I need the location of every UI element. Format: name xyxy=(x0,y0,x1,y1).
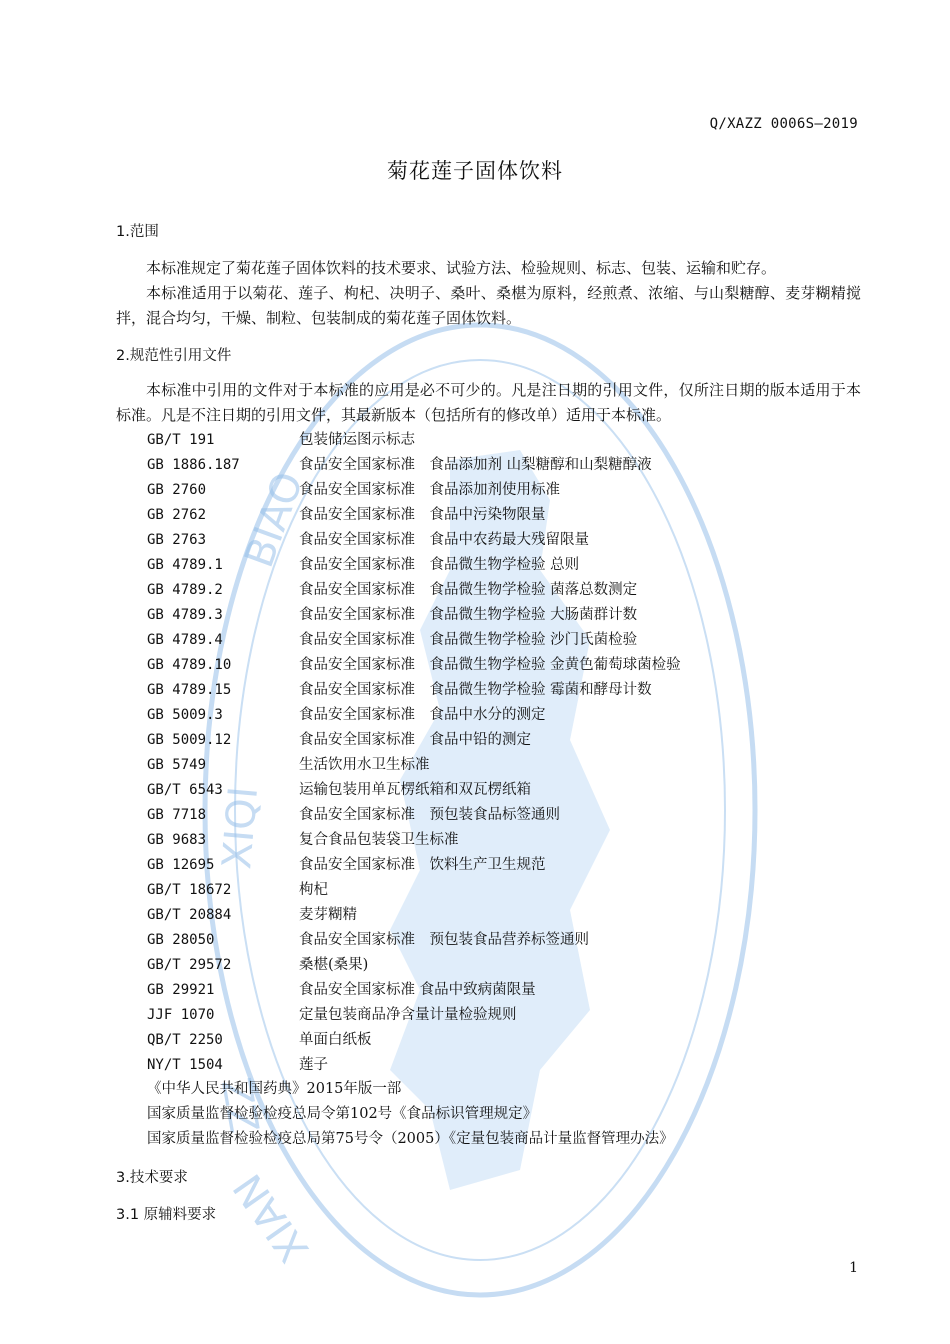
reference-title: 食品安全国家标准 预包装食品标签通则 xyxy=(299,807,560,823)
reference-title: 食品安全国家标准 食品中农药最大残留限量 xyxy=(299,532,589,548)
reference-title: 包装储运图示标志 xyxy=(299,432,415,448)
reference-code: GB 12695 xyxy=(147,857,215,873)
svg-text:BIAO: BIAO xyxy=(236,466,313,574)
reference-title: 食品安全国家标准 食品添加剂 山梨糖醇和山梨糖醇液 xyxy=(299,457,652,473)
reference-row xyxy=(147,628,847,653)
reference-code: GB 5009.3 xyxy=(147,707,223,723)
reference-title: 食品安全国家标准 食品微生物学检验 沙门氏菌检验 xyxy=(299,632,638,648)
section-heading-references: 2.规范性引用文件 xyxy=(116,348,232,364)
reference-code: GB 7718 xyxy=(147,807,207,823)
reference-code: GB 2762 xyxy=(147,507,207,523)
reference-code: GB/T 6543 xyxy=(147,782,223,798)
extra-reference-list xyxy=(147,1077,674,1152)
reference-code: GB 1886.187 xyxy=(147,457,240,473)
reference-row xyxy=(147,953,847,978)
section-heading-technical-requirements: 3.技术要求 xyxy=(116,1170,188,1186)
reference-title: 运输包装用单瓦楞纸箱和双瓦楞纸箱 xyxy=(299,782,531,798)
reference-title: 单面白纸板 xyxy=(299,1032,372,1048)
reference-code: GB 5009.12 xyxy=(147,732,232,748)
section-heading-scope: 1.范围 xyxy=(116,224,159,240)
reference-title: 食品安全国家标准 食品微生物学检验 菌落总数测定 xyxy=(299,582,638,598)
reference-code: GB/T 29572 xyxy=(147,957,232,973)
reference-title: 麦芽糊精 xyxy=(299,907,357,923)
reference-code: GB 4789.10 xyxy=(147,657,232,673)
reference-row xyxy=(147,853,847,878)
reference-title: 食品安全国家标准 食品微生物学检验 霉菌和酵母计数 xyxy=(299,682,652,698)
svg-text:XIQI: XIQI xyxy=(214,784,268,871)
reference-row xyxy=(147,1003,847,1028)
section-heading-raw-materials: 3.1 原辅料要求 xyxy=(116,1207,217,1223)
reference-code: GB 9683 xyxy=(147,832,207,848)
reference-row xyxy=(147,1053,847,1078)
reference-code: GB 4789.3 xyxy=(147,607,223,623)
reference-title: 食品安全国家标准 饮料生产卫生规范 xyxy=(299,857,546,873)
reference-title: 定量包装商品净含量计量检验规则 xyxy=(299,1007,517,1023)
reference-row xyxy=(147,453,847,478)
reference-code: GB 4789.1 xyxy=(147,557,223,573)
reference-row xyxy=(147,828,847,853)
reference-row xyxy=(147,778,847,803)
reference-row xyxy=(147,878,847,903)
reference-title: 食品安全国家标准 食品中水分的测定 xyxy=(299,707,546,723)
page-number: 1 xyxy=(849,1260,858,1276)
reference-code: GB 2760 xyxy=(147,482,207,498)
svg-text:XIAN: XIAN xyxy=(225,1165,319,1271)
reference-code: GB 4789.2 xyxy=(147,582,223,598)
reference-row xyxy=(147,553,847,578)
reference-code: QB/T 2250 xyxy=(147,1032,223,1048)
reference-row xyxy=(147,503,847,528)
reference-code: GB/T 18672 xyxy=(147,882,232,898)
reference-title: 食品安全国家标准 食品中污染物限量 xyxy=(299,507,546,523)
reference-row xyxy=(147,928,847,953)
reference-row xyxy=(147,728,847,753)
reference-row xyxy=(147,1028,847,1053)
extra-reference-row: 《中华人民共和国药典》2015年版一部 xyxy=(147,1081,402,1097)
reference-code: GB 5749 xyxy=(147,757,207,773)
reference-title: 莲子 xyxy=(299,1057,328,1073)
document-code: Q/XAZZ 0006S—2019 xyxy=(709,116,858,132)
reference-row xyxy=(147,978,847,1003)
reference-row xyxy=(147,428,847,453)
references-paragraph: 本标准中引用的文件对于本标准的应用是必不可少的。凡是注日期的引用文件，仅所注日期的版本适用于本标准。凡是不注日期的引用文件，其最新版本（包括所有的修改单）适用于本标准。 xyxy=(116,381,861,424)
reference-code: GB 2763 xyxy=(147,532,207,548)
document-title: 菊花莲子固体饮料 xyxy=(387,159,563,183)
reference-title: 食品安全国家标准 食品微生物学检验 总则 xyxy=(299,557,580,573)
reference-row xyxy=(147,603,847,628)
reference-code: GB 4789.4 xyxy=(147,632,223,648)
extra-reference-row: 国家质量监督检验检疫总局第75号令（2005）《定量包装商品计量监督管理办法》 xyxy=(147,1131,674,1147)
reference-code: GB 29921 xyxy=(147,982,215,998)
svg-text:ZZ: ZZ xyxy=(215,1074,270,1137)
reference-title: 食品安全国家标准 食品中致病菌限量 xyxy=(299,982,536,998)
reference-row xyxy=(147,753,847,778)
reference-row xyxy=(147,578,847,603)
reference-code: JJF 1070 xyxy=(147,1007,215,1023)
reference-title: 食品安全国家标准 食品添加剂使用标准 xyxy=(299,482,560,498)
reference-code: NY/T 1504 xyxy=(147,1057,223,1073)
extra-reference-row: 国家质量监督检验检疫总局令第102号《食品标识管理规定》 xyxy=(147,1106,538,1122)
reference-row xyxy=(147,678,847,703)
reference-title: 食品安全国家标准 食品微生物学检验 大肠菌群计数 xyxy=(299,607,638,623)
reference-row xyxy=(147,478,847,503)
reference-code: GB/T 191 xyxy=(147,432,215,448)
reference-row xyxy=(147,528,847,553)
reference-title: 食品安全国家标准 食品微生物学检验 金黄色葡萄球菌检验 xyxy=(299,657,681,673)
scope-paragraph-2: 本标准适用于以菊花、莲子、枸杞、决明子、桑叶、桑椹为原料，经煎煮、浓缩、与山梨糖醇、麦芽糊精搅拌，混合均匀，干燥、制粒、包装制成的菊花莲子固体饮料。 xyxy=(116,284,861,327)
reference-title: 枸杞 xyxy=(299,882,328,898)
reference-code: GB 28050 xyxy=(147,932,215,948)
reference-row xyxy=(147,703,847,728)
reference-code: GB 4789.15 xyxy=(147,682,232,698)
reference-title: 复合食品包装袋卫生标准 xyxy=(299,832,459,848)
reference-list xyxy=(147,428,847,1078)
reference-title: 食品安全国家标准 食品中铅的测定 xyxy=(299,732,531,748)
reference-row xyxy=(147,903,847,928)
reference-row xyxy=(147,653,847,678)
scope-paragraph-1: 本标准规定了菊花莲子固体饮料的技术要求、试验方法、检验规则、标志、包装、运输和贮存。 xyxy=(146,259,777,277)
reference-code: GB/T 20884 xyxy=(147,907,232,923)
reference-title: 生活饮用水卫生标准 xyxy=(299,757,430,773)
reference-title: 食品安全国家标准 预包装食品营养标签通则 xyxy=(299,932,589,948)
reference-row xyxy=(147,803,847,828)
reference-title: 桑椹(桑果) xyxy=(299,957,369,973)
